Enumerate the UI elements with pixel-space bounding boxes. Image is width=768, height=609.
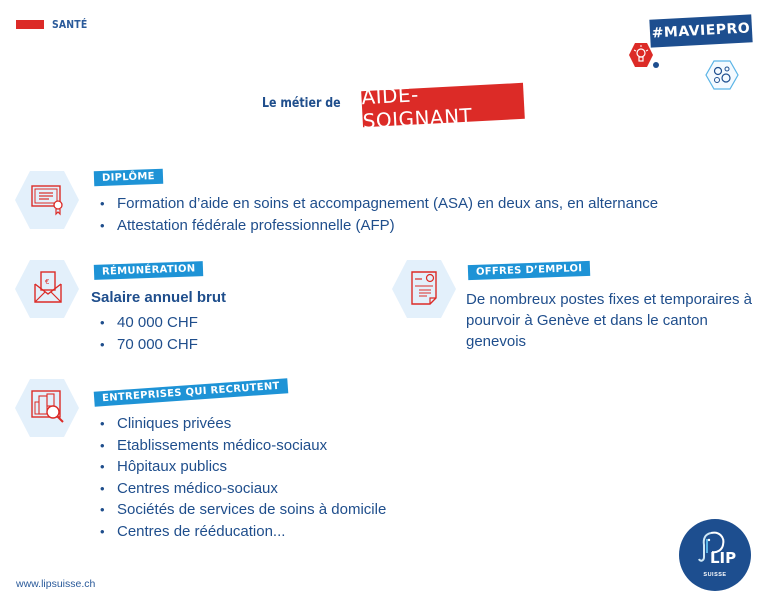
list-item: • Sociétés de services de soins à domicile xyxy=(100,499,386,521)
svg-text:€: € xyxy=(45,278,50,286)
list-item: • 40 000 CHF xyxy=(100,312,198,334)
building-search-icon xyxy=(14,378,80,438)
list-item: • Formation d’aide en soins et accompagnement (ASA) en deux ans, en alternance xyxy=(100,193,658,215)
title-prefix: Le métier de xyxy=(262,96,341,111)
title-banner xyxy=(360,82,525,134)
hashtag-text: #MAVIEPRO xyxy=(651,20,751,42)
diplome-list xyxy=(100,193,658,236)
list-item: • 70 000 CHF xyxy=(100,334,198,356)
logo-text: LIP xyxy=(710,549,737,567)
section-tag-entreprises: ENTREPRISES QUI RECRUTENT xyxy=(94,378,288,406)
hashtag-badge xyxy=(649,14,752,47)
list-item: • Hôpitaux publics xyxy=(100,456,386,478)
section-tag-remuneration: RÉMUNÉRATION xyxy=(94,261,204,280)
list-item: • Centres médico-sociaux xyxy=(100,478,386,500)
document-icon xyxy=(391,259,457,319)
list-item: • Etablissements médico-sociaux xyxy=(100,435,386,457)
website-link[interactable]: www.lipsuisse.ch xyxy=(16,578,96,590)
salary-list xyxy=(100,312,198,355)
list-item: • Attestation fédérale professionnelle (AFP) xyxy=(100,215,658,237)
lightbulb-icon xyxy=(628,42,654,68)
page-title xyxy=(262,82,473,134)
salary-subhead: Salaire annuel brut xyxy=(91,289,227,306)
category-text: SANTÉ xyxy=(52,18,88,31)
list-item: • Centres de rééducation... xyxy=(100,521,386,543)
category-bar xyxy=(16,20,44,29)
section-tag-diplome: DIPLÔME xyxy=(94,169,163,186)
section-tag-offres: OFFRES D’EMPLOI xyxy=(468,261,591,280)
decorative-dot xyxy=(653,62,659,68)
title-main-text: AIDE-SOIGNANT xyxy=(360,82,473,134)
gears-icon xyxy=(705,60,739,90)
certificate-icon xyxy=(14,170,80,230)
entreprises-list xyxy=(100,413,386,542)
logo-subtext: SUISSE xyxy=(703,572,727,578)
category-label xyxy=(16,18,94,31)
lip-logo xyxy=(679,519,751,591)
offres-text: De nombreux postes fixes et temporaires à pourvoir à Genève et dans le canton genevois xyxy=(466,291,752,350)
envelope-money-icon xyxy=(14,259,80,319)
list-item: • Cliniques privées xyxy=(100,413,386,435)
